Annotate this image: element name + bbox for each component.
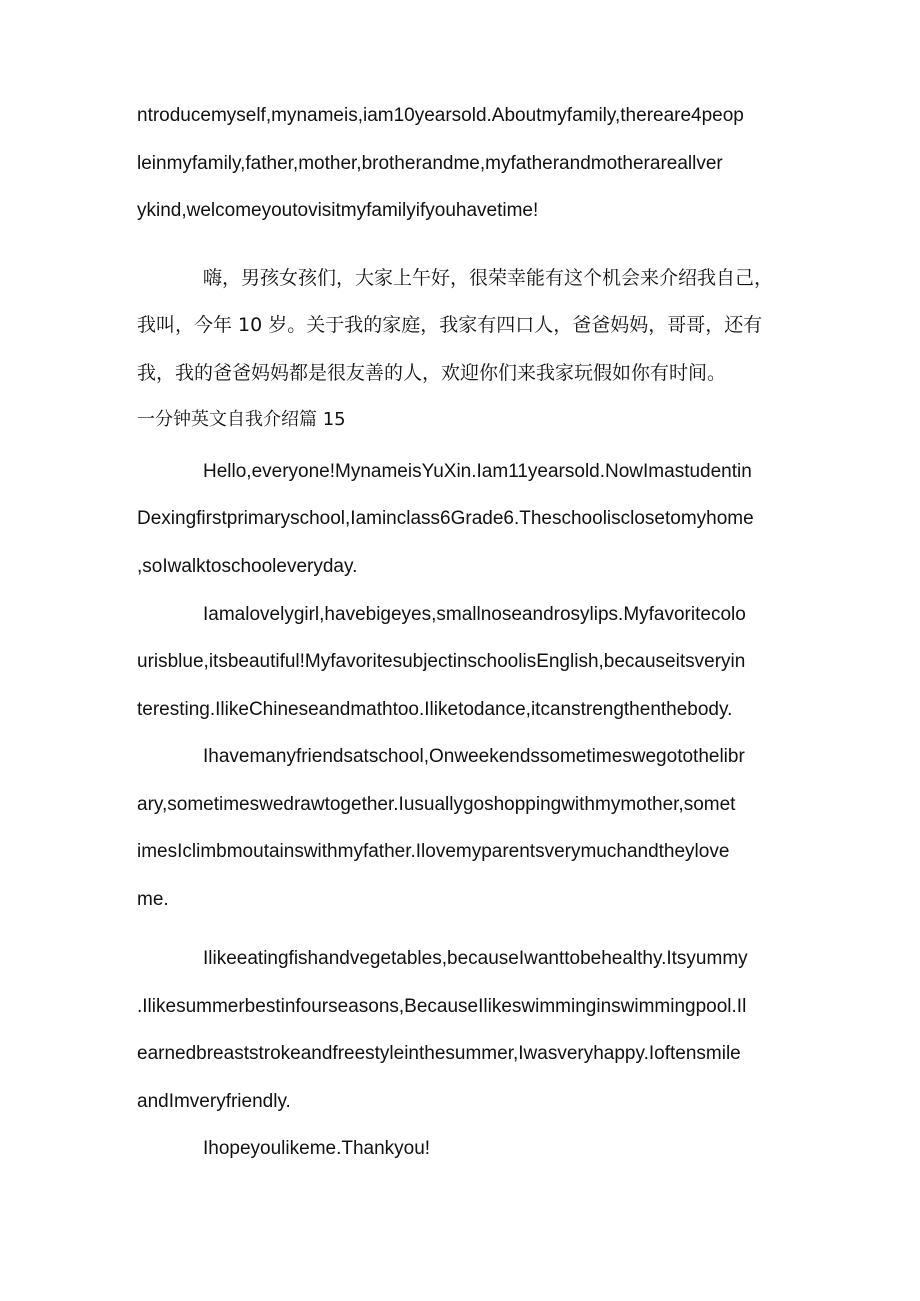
paragraph-6-line-1: Ilikeeatingfishandvegetables,becauseIwanttobehealthy.Itsyummy xyxy=(203,948,748,969)
paragraph-6-line-3: earnedbreaststrokeandfreestyleinthesummer,Iwasveryhappy.Ioftensmile xyxy=(137,1043,741,1064)
paragraph-4-line-3: teresting.IlikeChineseandmathtoo.Iliketodance,itcanstrengthenthebody. xyxy=(137,699,733,720)
paragraph-4-line-2: urisblue,itsbeautiful!MyfavoritesubjectinschoolisEnglish,becauseitsveryin xyxy=(137,651,746,672)
paragraph-6-line-4: andImveryfriendly. xyxy=(137,1091,291,1112)
paragraph-2-line-1: 嗨，男孩女孩们，大家上午好，很荣幸能有这个机会来介绍我自己， xyxy=(203,267,774,289)
paragraph-2-line-3: 我，我的爸爸妈妈都是很友善的人，欢迎你们来我家玩假如你有时间。 xyxy=(137,362,727,384)
paragraph-5-line-2: ary,sometimeswedrawtogether.Iusuallygoshoppingwithmymother,somet xyxy=(137,794,736,815)
paragraph-5-line-3: imesIclimbmoutainswithmyfather.Ilovemyparentsverymuchandtheylove xyxy=(137,841,730,862)
paragraph-5-line-1: Ihavemanyfriendsatschool,Onweekendssometimeswegotothelibr xyxy=(203,746,745,767)
paragraph-2-line-2: 我叫，今年 10 岁。关于我的家庭，我家有四口人，爸爸妈妈，哥哥，还有 xyxy=(137,314,763,336)
paragraph-1-line-1: ntroducemyself,mynameis,iam10yearsold.Aboutmyfamily,thereare4peop xyxy=(137,105,744,126)
paragraph-5-line-4: me. xyxy=(137,889,169,910)
paragraph-7-line-1: Ihopeyoulikeme.Thankyou! xyxy=(203,1138,431,1159)
paragraph-3-line-1: Hello,everyone!MynameisYuXin.Iam11yearsold.NowImastudentin xyxy=(203,461,752,482)
paragraph-6-line-2: .Ilikesummerbestinfourseasons,BecauseIlikeswimminginswimmingpool.Il xyxy=(137,996,747,1017)
paragraph-1-line-3: ykind,welcomeyoutovisitmyfamilyifyouhavetime! xyxy=(137,200,539,221)
paragraph-1-line-2: leinmyfamily,father,mother,brotherandme,myfatherandmotherareallver xyxy=(137,153,723,174)
paragraph-4-line-1: Iamalovelygirl,havebigeyes,smallnoseandrosylips.Myfavoritecolo xyxy=(203,604,746,625)
paragraph-3-line-2: Dexingfirstprimaryschool,Iaminclass6Grade6.Theschoolisclosetomyhome xyxy=(137,508,754,529)
section-heading: 一分钟英文自我介绍篇 15 xyxy=(137,409,346,430)
paragraph-3-line-3: ,soIwalktoschooleveryday. xyxy=(137,556,358,577)
